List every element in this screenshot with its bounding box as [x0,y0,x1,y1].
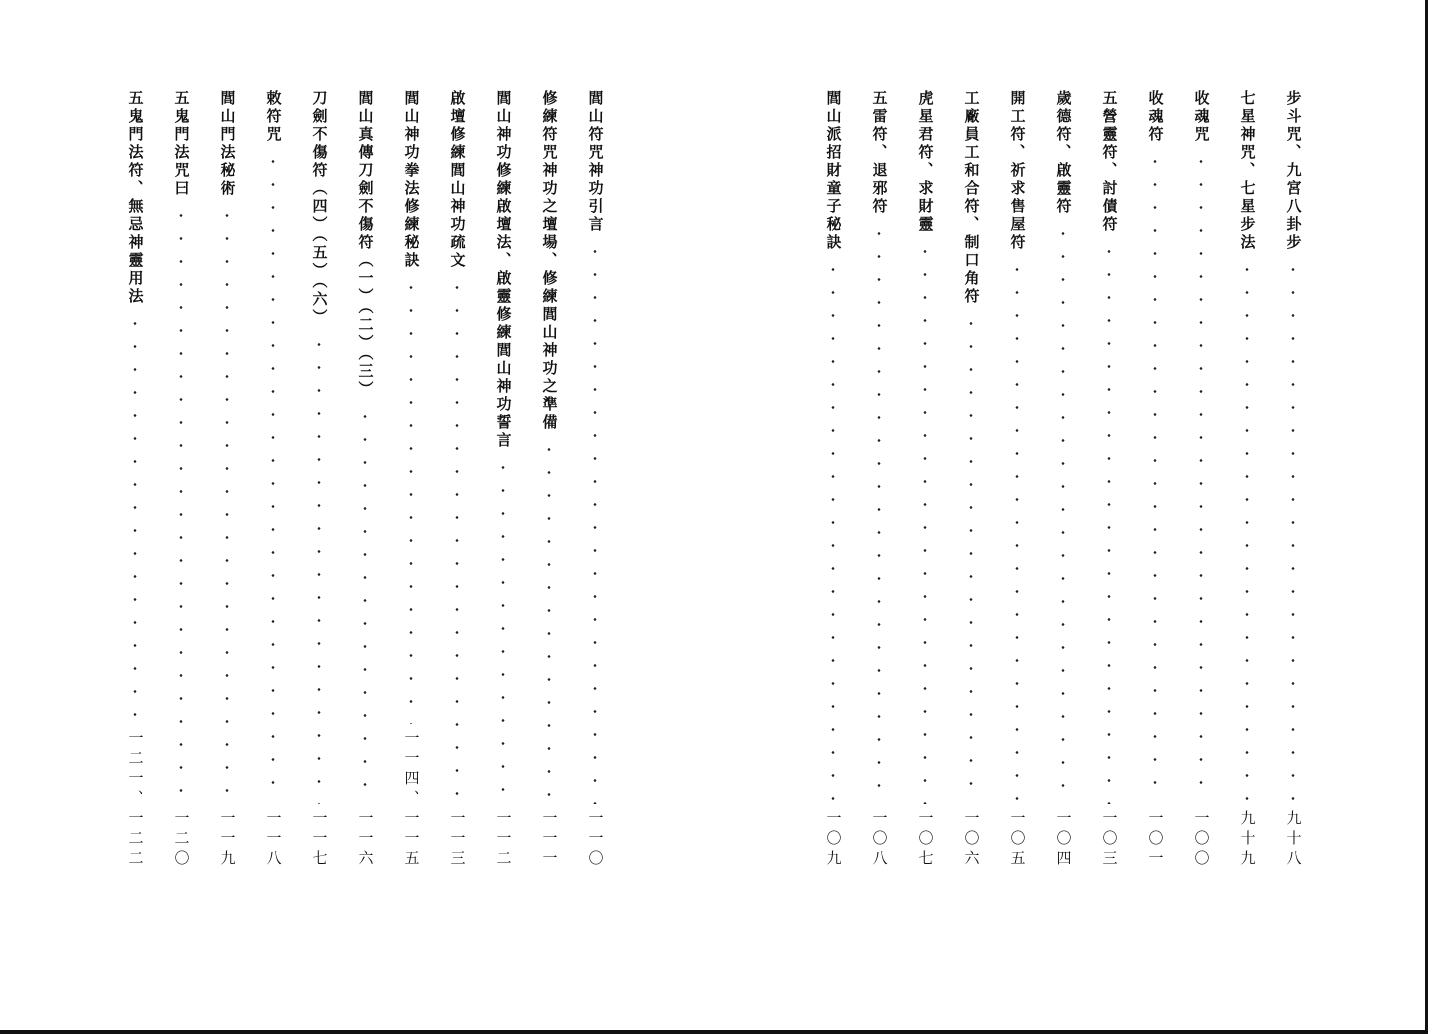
toc-entry-title: 開工符、祈求售屋符 [1008,90,1027,252]
dot-leader [179,204,183,804]
toc-entry-title: 五鬼門法符、無忌神靈用法 [126,90,145,306]
toc-entry-page: 一一一 [540,810,559,870]
toc-entry [122,90,148,870]
toc-entry [536,90,562,870]
toc-entry [958,90,984,870]
toc-entry-title: 閭山符咒神功引言 [586,90,605,234]
toc-entry-page: 一一七 [310,810,329,870]
toc-entry-page: 一〇一 [1146,810,1165,870]
toc-entry-title: 敕符咒 [264,90,283,144]
right-page [714,0,1428,1030]
dot-leader [1015,258,1019,804]
toc-entry [1188,90,1214,870]
dot-leader [1153,150,1157,804]
toc-entry [168,90,194,870]
dot-leader [1245,258,1249,804]
toc-entry-page: 一〇五 [1008,810,1027,870]
dot-leader [271,150,275,804]
toc-entry [1234,90,1260,870]
toc-entry [490,90,516,870]
toc-entry-page: 一一三 [448,810,467,870]
dot-leader [1061,222,1065,804]
page-edge-right [1425,0,1428,1034]
toc-entry-page: 一一二 [494,810,513,870]
toc-entry [912,90,938,870]
toc-entry-title: 工廠員工和合符、制口角符 [962,90,981,306]
toc-entry-page: 一〇四 [1054,810,1073,870]
toc-entry-title: 刀劍不傷符（四）（五）（六） [310,90,329,327]
toc-entry-title: 虎星君符、求財靈 [916,90,935,234]
toc-entry-title: 五鬼門法咒曰 [172,90,191,198]
toc-entry-page: 一〇六 [962,810,981,870]
dot-leader [363,405,367,804]
toc-entry-title: 五營靈符、討債符 [1100,90,1119,234]
toc-entry-page: 一一六 [356,810,375,870]
toc-entry [1096,90,1122,870]
toc-entry-title: 步斗咒、九宮八卦步 [1284,90,1303,252]
dot-leader [923,240,927,804]
toc-entry-page: 一〇〇 [1192,810,1211,870]
dot-leader [831,258,835,804]
dot-leader [969,312,973,804]
toc-entry-page: 一一九 [218,810,237,870]
toc-entry [820,90,846,870]
toc-entry [306,90,332,870]
toc-entry [1004,90,1030,870]
toc-entry-title: 閭山真傳刀劍不傷符（一）（二）（三） [356,90,375,399]
dot-leader [225,204,229,804]
dot-leader [1199,150,1203,804]
toc-entry-title: 歲德符、啟靈符 [1054,90,1073,216]
toc-entry-title: 閭山神功修練啟壇法、啟靈修練閭山神功誓言 [494,90,513,450]
toc-entry [352,90,378,870]
toc-entry-title: 閭山門法秘術 [218,90,237,198]
toc-entry [398,90,424,870]
toc-entry-title: 修練符咒神功之壇場、修練閭山神功之準備 [540,90,559,432]
dot-leader [133,312,137,724]
toc-entry-title: 七星神咒、七星步法 [1238,90,1257,252]
dot-leader [1291,258,1295,804]
toc-entry-page: 一〇三 [1100,810,1119,870]
toc-entry-page: 一一四、一一五 [402,730,421,870]
dot-leader [455,276,459,804]
toc-entry-page: 一二一、一二二 [126,730,145,870]
toc-entry-page: 一一八 [264,810,283,870]
page-edge-bottom [0,1030,1428,1034]
toc-entry [1050,90,1076,870]
toc-entry-title: 啟壇修練閭山神功疏文 [448,90,467,270]
toc-entry-title: 收魂咒 [1192,90,1211,144]
left-page [0,0,714,1030]
dot-leader [1107,240,1111,804]
toc-entry-page: 一一〇 [586,810,605,870]
dot-leader [877,222,881,804]
dot-leader [593,240,597,804]
toc-entry-title: 閭山神功拳法修練秘訣 [402,90,421,270]
toc-entry-page: 一二〇 [172,810,191,870]
toc-entry-page: 一〇七 [916,810,935,870]
toc-entry [260,90,286,870]
toc-entry-title: 收魂符 [1146,90,1165,144]
toc-entry [444,90,470,870]
toc-entry-page: 一〇九 [824,810,843,870]
dot-leader [409,276,413,724]
toc-entry-page: 九十九 [1238,810,1257,870]
toc-entry-title: 閭山派招財童子秘訣 [824,90,843,252]
toc-entry [582,90,608,870]
toc-entry [866,90,892,870]
dot-leader [501,456,505,804]
toc-entry [1280,90,1306,870]
toc-entry [1142,90,1168,870]
toc-entry-title: 五雷符、退邪符 [870,90,889,216]
dot-leader [547,438,551,804]
toc-entry [214,90,240,870]
toc-entry-page: 九十八 [1284,810,1303,870]
dot-leader [317,333,321,804]
toc-entry-page: 一〇八 [870,810,889,870]
